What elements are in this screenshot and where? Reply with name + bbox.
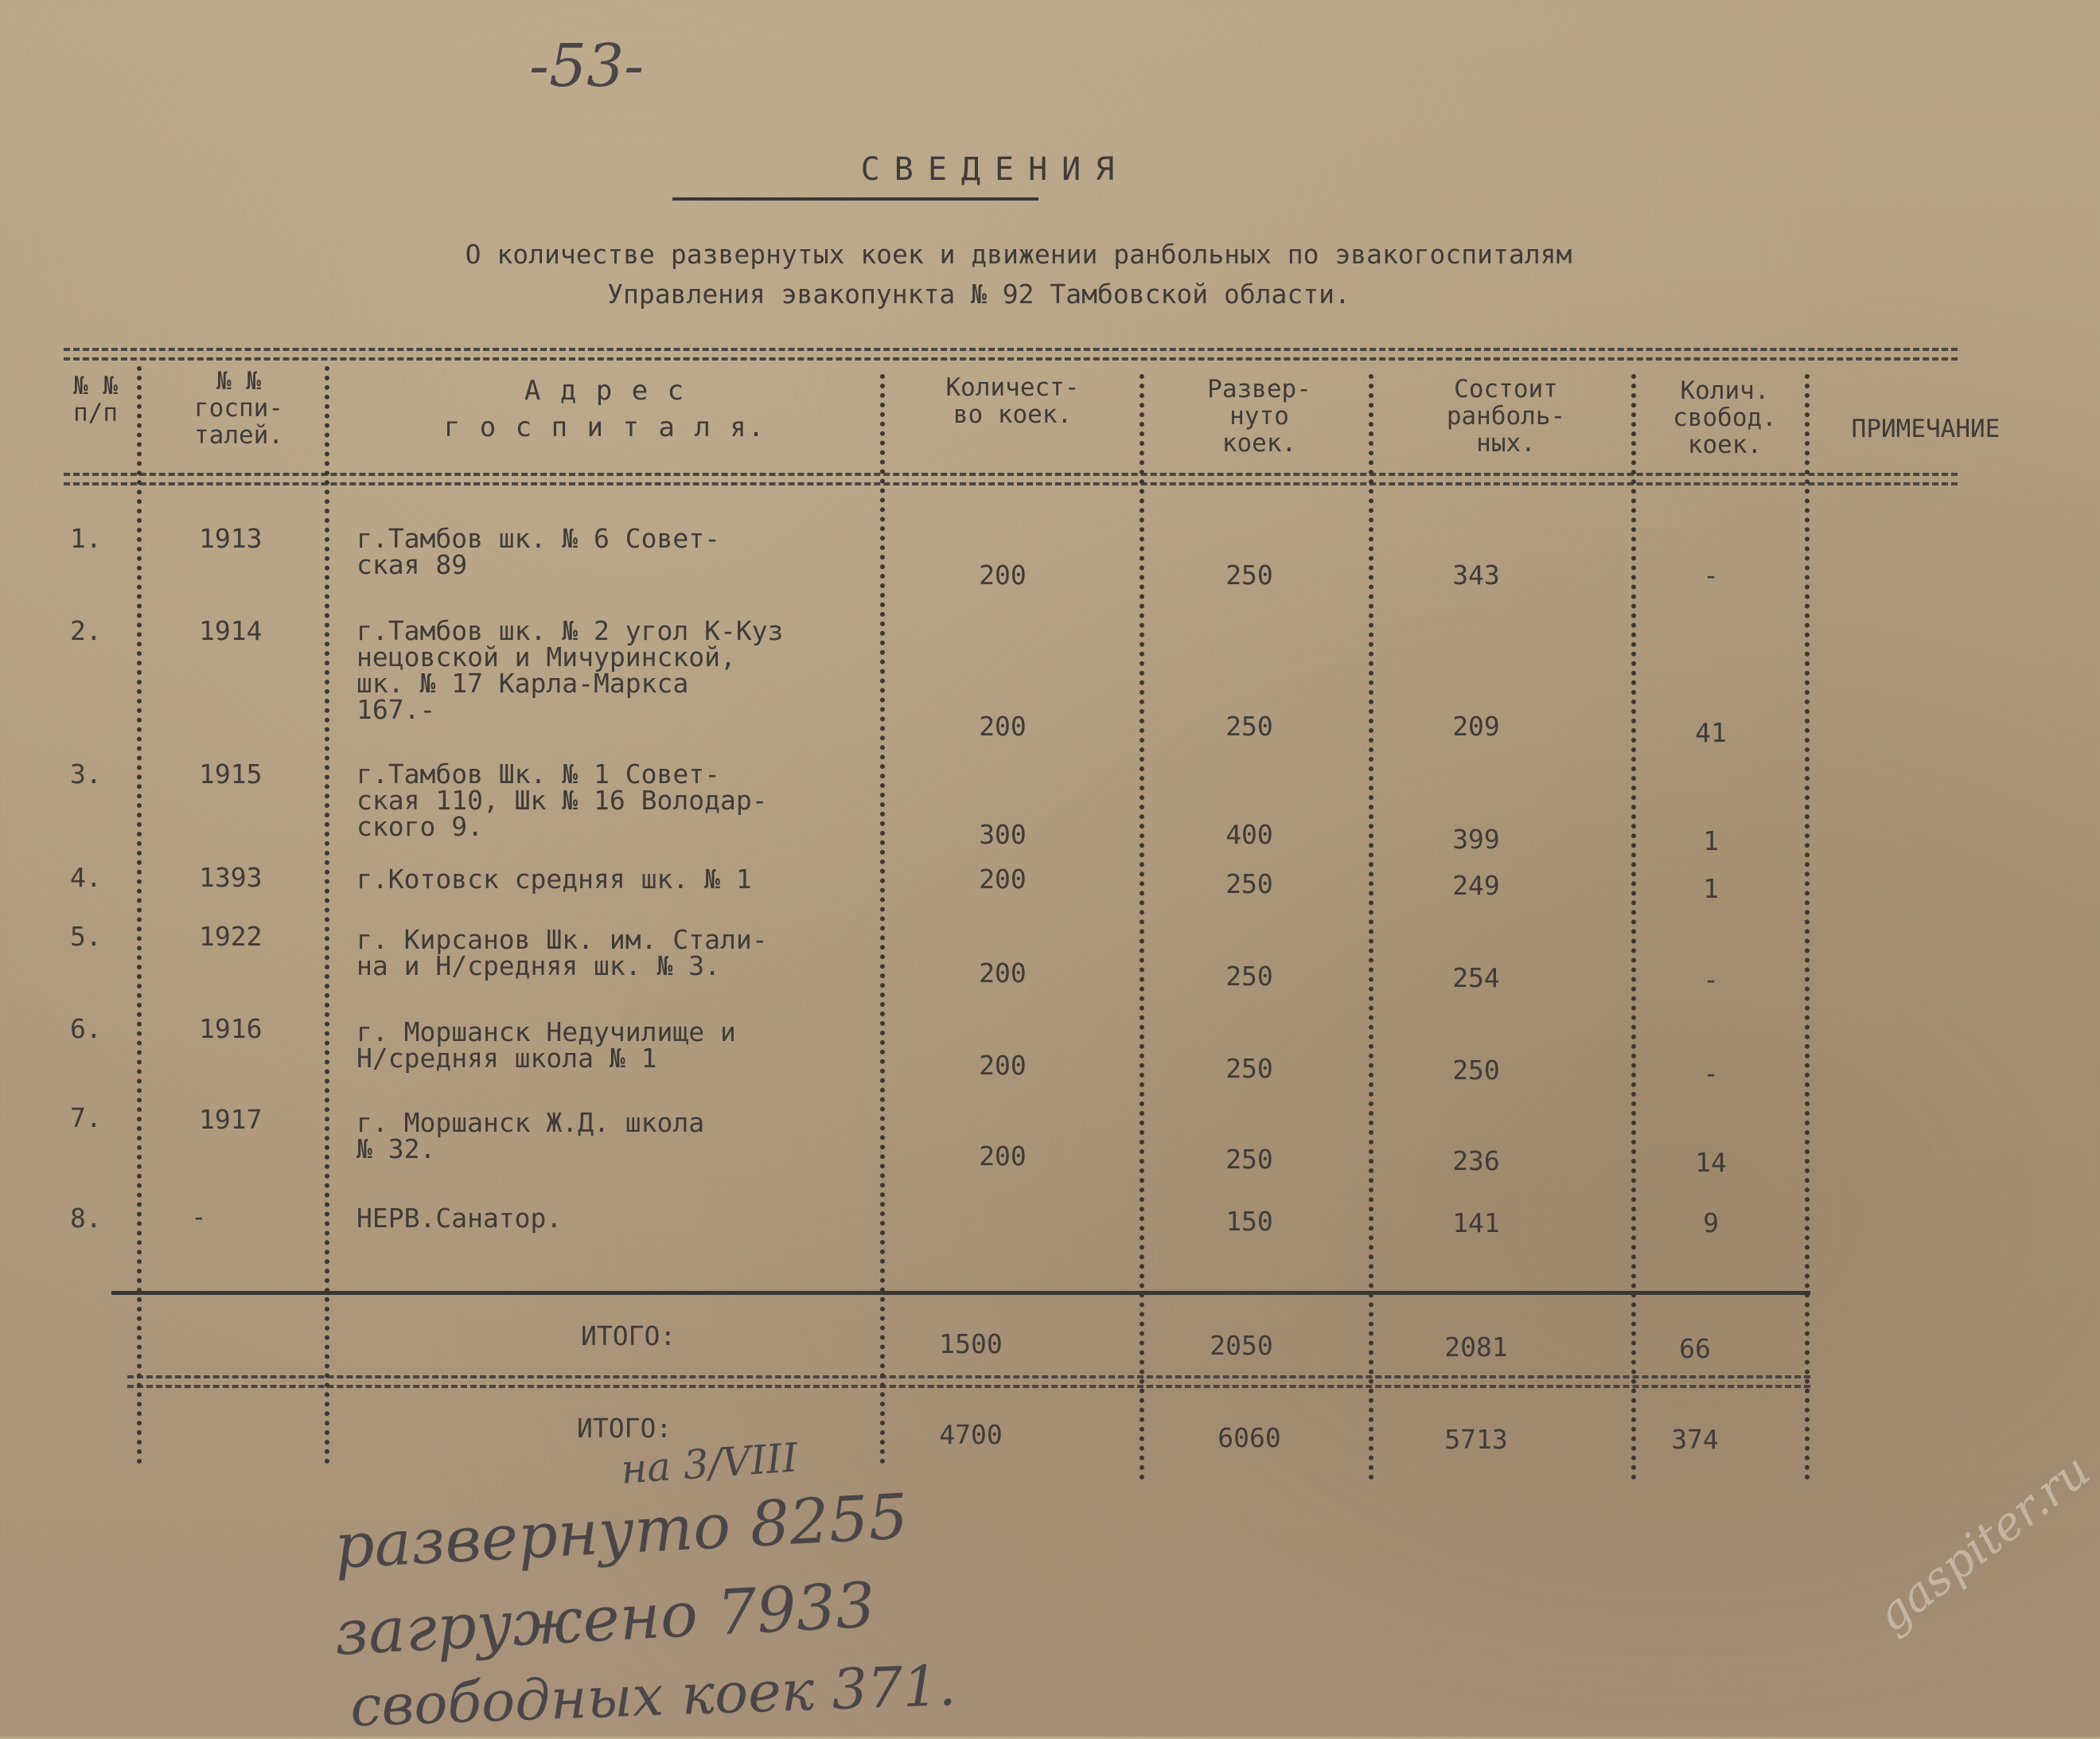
row8-deployed: 150 [1225,1206,1273,1237]
row2-deployed: 250 [1225,711,1273,742]
row4-patients: 249 [1452,870,1500,901]
handwritten-date-note: на 3/VIII [619,1434,800,1493]
row5-patients: 254 [1452,962,1500,993]
header-bottom-rule-2 [64,482,1958,485]
row3-number: 3. [70,758,102,790]
row4-deployed: 250 [1225,868,1273,899]
row2-address: г.Тамбов шк. № 2 угол К-Куз нецовской и Мичуринской, шк. № 17 Карла-Маркса 167.- [356,615,784,725]
row6-deployed: 250 [1225,1053,1273,1084]
row5-free: - [1703,964,1719,995]
column-separator-3 [880,374,885,1464]
site-watermark: gaspiter.ru [1866,1443,2100,1643]
header-bed-count: Количест- во коек. [945,373,1080,429]
handwritten-deployed-total: развернуто 8255 [333,1481,910,1583]
row4-beds: 200 [979,864,1027,895]
total1-free: 66 [1679,1333,1711,1364]
total2-label: ИТОГО: [577,1413,672,1444]
row7-free: 14 [1695,1147,1727,1178]
row6-address: г. Моршанск Недучилище и Н/средняя школа № 1 [356,1016,736,1074]
row6-patients: 250 [1452,1055,1500,1086]
header-hospital-number: № № госпи- талей. [194,367,283,450]
handwritten-loaded-total: загружено 7933 [333,1569,877,1670]
row5-beds: 200 [979,957,1027,988]
row7-number: 7. [70,1102,102,1133]
header-patients: Состоит ранболь- ных. [1446,375,1566,458]
header-bottom-rule [64,473,1958,476]
row8-number: 8. [70,1203,102,1234]
page-number: -53- [529,32,645,100]
row6-hospital: 1916 [199,1013,263,1044]
row3-address: г.Тамбов Шк. № 1 Совет- ская 110, Шк № 16 Володар- ского 9. [356,758,768,842]
total2-beds: 4700 [939,1419,1003,1450]
column-separator-2 [325,366,329,1464]
total1-deployed: 2050 [1210,1330,1273,1361]
row5-number: 5. [70,921,102,952]
row8-free: 9 [1703,1207,1719,1238]
row5-deployed: 250 [1225,961,1273,992]
rows-bottom-rule [111,1291,1810,1295]
row3-free: 1 [1703,825,1719,856]
handwritten-free-total: свободных коек 371. [349,1652,957,1739]
column-separator-4 [1140,374,1144,1480]
row3-hospital: 1915 [199,758,263,790]
row7-patients: 236 [1452,1145,1500,1176]
row3-beds: 300 [979,819,1027,850]
total1-beds: 1500 [939,1328,1003,1359]
total-rule-2 [127,1385,1810,1388]
row2-number: 2. [70,615,102,646]
column-separator-1 [137,366,142,1464]
header-address: А д р е с г о с п и т а л я. [443,375,766,443]
row7-hospital: 1917 [199,1104,263,1135]
row1-free: - [1703,560,1719,591]
row8-address: НЕРВ.Санатор. [356,1203,563,1234]
header-deployed-beds: Развер- нуто коек. [1207,375,1311,458]
total1-label: ИТОГО: [581,1320,676,1351]
row8-patients: 141 [1452,1207,1500,1238]
row2-beds: 200 [979,711,1027,742]
row2-hospital: 1914 [199,615,263,646]
table-top-rule-2 [64,357,1958,361]
row4-number: 4. [70,862,102,893]
total2-deployed: 6060 [1218,1422,1281,1453]
row3-deployed: 400 [1225,819,1273,850]
row6-beds: 200 [979,1050,1027,1081]
document-title: СВЕДЕНИЯ [860,151,1129,188]
row6-free: - [1703,1058,1719,1089]
total1-patients: 2081 [1444,1332,1508,1363]
row1-hospital: 1913 [199,523,263,554]
row7-deployed: 250 [1225,1144,1273,1175]
row5-hospital: 1922 [199,921,263,952]
row4-free: 1 [1703,873,1719,904]
row1-deployed: 250 [1225,560,1273,591]
column-separator-5 [1369,374,1373,1480]
header-row-number: № № п/п [73,372,118,427]
row3-patients: 399 [1452,824,1500,855]
row8-hospital: - [191,1201,207,1232]
row1-address: г.Тамбов шк. № 6 Совет- ская 89 [356,523,720,580]
row2-patients: 209 [1452,711,1500,742]
header-notes: ПРИМЕЧАНИЕ [1851,415,2001,443]
column-separator-6 [1631,374,1636,1480]
column-separator-7 [1805,374,1810,1480]
header-free-beds: Колич. свобод. коек. [1673,376,1777,459]
row6-number: 6. [70,1013,102,1044]
row2-free: 41 [1695,717,1727,748]
row7-beds: 200 [979,1140,1027,1172]
title-underline [672,197,1038,201]
document-subtitle-line1: О количестве развернутых коек и движении ранбольных по эвакогоспиталям [465,239,1572,270]
table-top-rule [64,348,1958,351]
row4-hospital: 1393 [199,862,263,893]
row5-address: г. Кирсанов Шк. им. Стали- на и Н/средняя шк. № 3. [356,924,768,981]
row1-number: 1. [70,523,102,554]
row1-patients: 343 [1452,560,1500,591]
total-rule [127,1375,1810,1378]
row1-beds: 200 [979,560,1027,591]
total2-patients: 5713 [1444,1424,1508,1455]
document-subtitle-line2: Управления эвакопункта № 92 Тамбовской области. [607,279,1350,310]
row4-address: г.Котовск средняя шк. № 1 [356,864,752,895]
row7-address: г. Моршанск Ж.Д. школа № 32. [356,1107,705,1164]
total2-free: 374 [1671,1424,1719,1455]
